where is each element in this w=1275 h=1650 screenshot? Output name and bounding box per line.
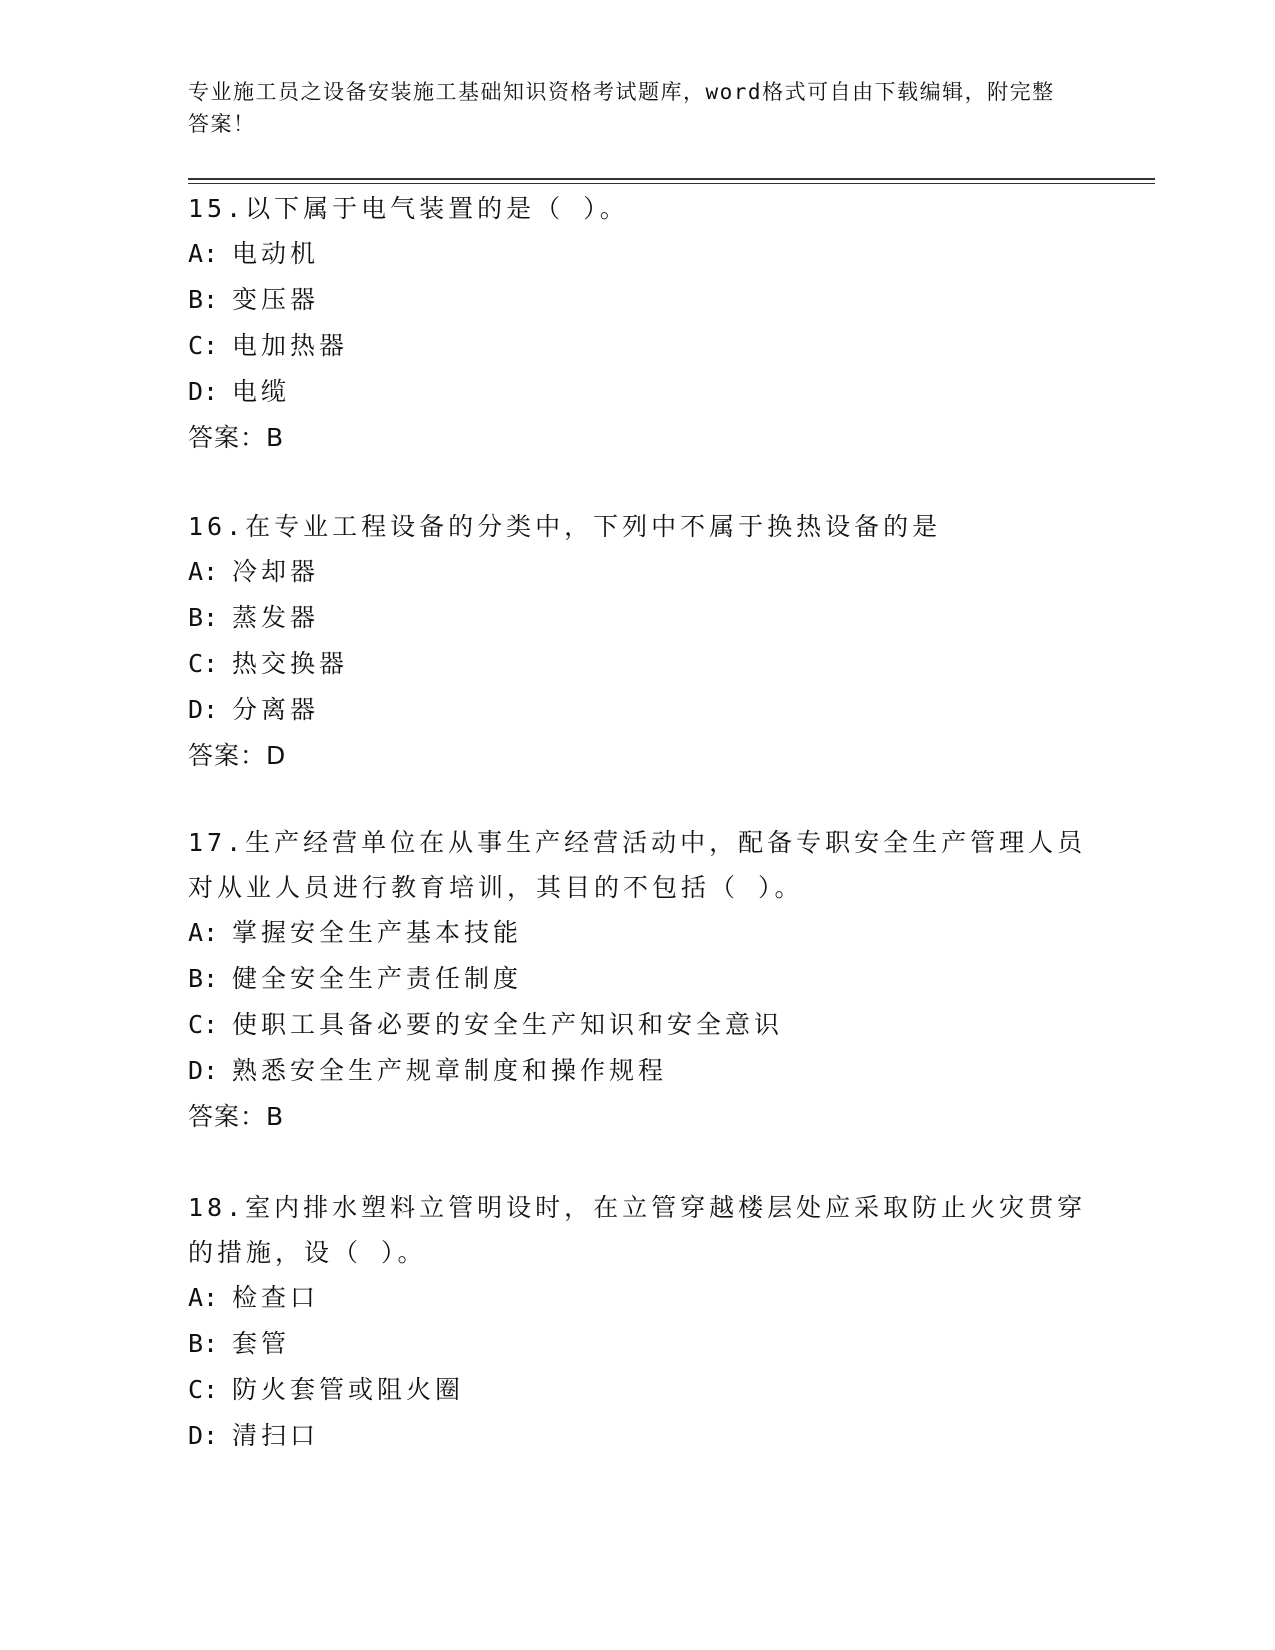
option-text: 分离器 bbox=[232, 695, 320, 724]
option-letter: C: bbox=[188, 649, 219, 678]
option-text: 清扫口 bbox=[232, 1421, 320, 1450]
option-letter: B: bbox=[188, 1329, 219, 1358]
answer-line: 答案：D bbox=[188, 741, 287, 770]
option-c bbox=[188, 323, 1088, 369]
option-a bbox=[188, 910, 1088, 956]
option-letter: A: bbox=[188, 239, 219, 268]
question-stem: 生产经营单位在从事生产经营活动中，配备专职安全生产管理人员对从业人员进行教育培训，其目的不包括（ ）。 bbox=[188, 828, 1087, 902]
option-letter: B: bbox=[188, 964, 219, 993]
option-b bbox=[188, 277, 1088, 323]
option-letter: B: bbox=[188, 603, 219, 632]
option-a bbox=[188, 1275, 1088, 1321]
question-number: 17. bbox=[188, 828, 246, 857]
option-text: 电动机 bbox=[232, 239, 320, 268]
header-divider-thick bbox=[188, 178, 1155, 180]
option-d bbox=[188, 687, 1088, 733]
option-text: 套管 bbox=[232, 1329, 291, 1358]
header-divider-thin bbox=[188, 183, 1155, 184]
option-letter: B: bbox=[188, 285, 219, 314]
option-d bbox=[188, 369, 1088, 415]
document-header: 专业施工员之设备安装施工基础知识资格考试题库，word格式可自由下载编辑，附完整答案！ bbox=[188, 80, 1055, 136]
option-d bbox=[188, 1413, 1088, 1459]
question-stem: 在专业工程设备的分类中，下列中不属于换热设备的是 bbox=[245, 512, 942, 541]
option-text: 电缆 bbox=[232, 377, 291, 406]
option-letter: C: bbox=[188, 331, 219, 360]
option-text: 冷却器 bbox=[232, 557, 320, 586]
option-b bbox=[188, 956, 1088, 1002]
question-text bbox=[188, 504, 1088, 549]
question-stem: 以下属于电气装置的是（ ）。 bbox=[245, 194, 629, 223]
option-letter: D: bbox=[188, 1421, 219, 1450]
option-letter: A: bbox=[188, 557, 219, 586]
question-15 bbox=[188, 186, 1088, 461]
option-b bbox=[188, 595, 1088, 641]
option-letter: D: bbox=[188, 695, 219, 724]
question-text bbox=[188, 186, 1088, 231]
option-text: 热交换器 bbox=[232, 649, 349, 678]
option-letter: C: bbox=[188, 1010, 219, 1039]
option-c bbox=[188, 641, 1088, 687]
question-text bbox=[188, 820, 1088, 910]
question-number: 16. bbox=[188, 512, 246, 541]
option-letter: D: bbox=[188, 1056, 219, 1085]
option-text: 电加热器 bbox=[232, 331, 349, 360]
question-17 bbox=[188, 820, 1088, 1140]
question-number: 15. bbox=[188, 194, 246, 223]
option-letter: A: bbox=[188, 918, 219, 947]
option-text: 变压器 bbox=[232, 285, 320, 314]
option-letter: C: bbox=[188, 1375, 219, 1404]
option-text: 防火套管或阻火圈 bbox=[232, 1375, 465, 1404]
option-text: 健全安全生产责任制度 bbox=[232, 964, 523, 993]
question-18 bbox=[188, 1185, 1088, 1459]
option-text: 检查口 bbox=[232, 1283, 320, 1312]
option-letter: A: bbox=[188, 1283, 219, 1312]
option-a bbox=[188, 231, 1088, 277]
answer-line: 答案：B bbox=[188, 423, 285, 452]
option-b bbox=[188, 1321, 1088, 1367]
question-stem: 室内排水塑料立管明设时，在立管穿越楼层处应采取防止火灾贯穿的措施，设（ ）。 bbox=[188, 1193, 1087, 1267]
question-number: 18. bbox=[188, 1193, 246, 1222]
option-text: 蒸发器 bbox=[232, 603, 320, 632]
option-text: 使职工具备必要的安全生产知识和安全意识 bbox=[232, 1010, 784, 1039]
option-text: 熟悉安全生产规章制度和操作规程 bbox=[232, 1056, 668, 1085]
question-16 bbox=[188, 504, 1088, 779]
option-a bbox=[188, 549, 1088, 595]
answer-line: 答案：B bbox=[188, 1102, 285, 1131]
option-d bbox=[188, 1048, 1088, 1094]
option-text: 掌握安全生产基本技能 bbox=[232, 918, 523, 947]
option-c bbox=[188, 1002, 1088, 1048]
option-c bbox=[188, 1367, 1088, 1413]
question-text bbox=[188, 1185, 1088, 1275]
option-letter: D: bbox=[188, 377, 219, 406]
